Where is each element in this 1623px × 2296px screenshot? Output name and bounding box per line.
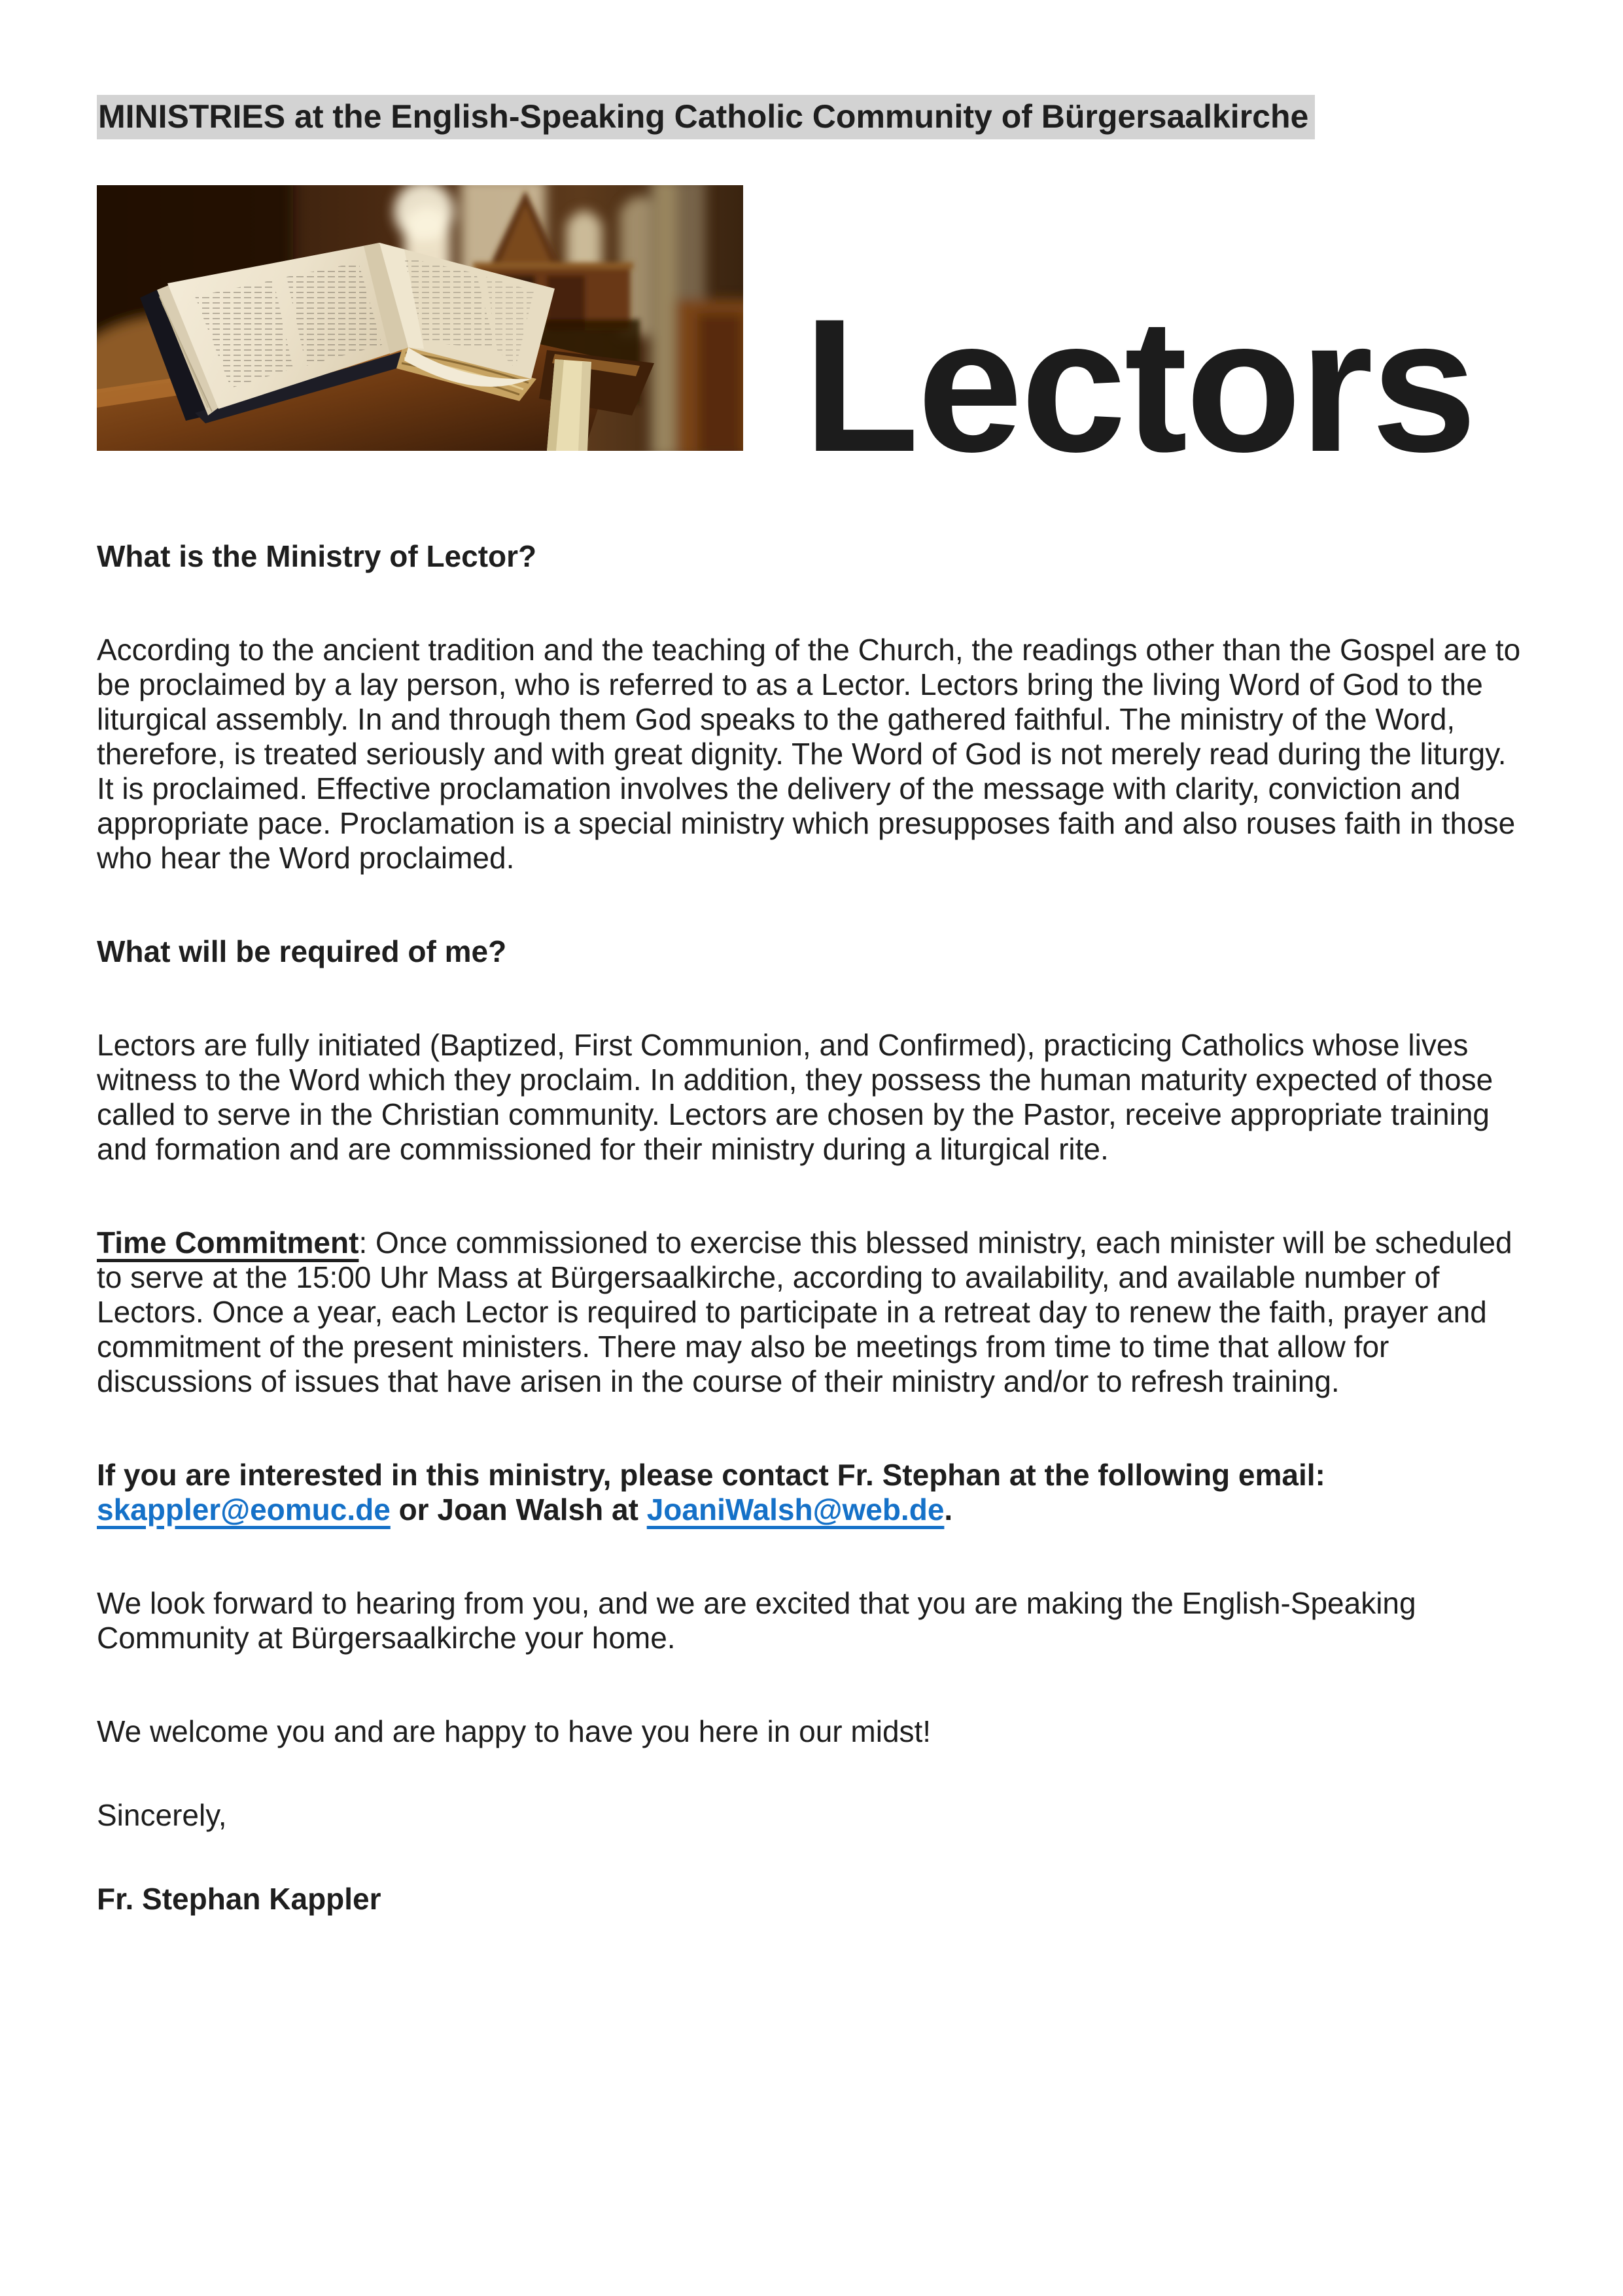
closing-paragraph-2: We welcome you and are happy to have you here in our midst!: [97, 1714, 932, 1748]
page-title: MINISTRIES at the English-Speaking Catholic Community of Bürgersaalkirche: [97, 95, 1315, 139]
hero-title: Lectors: [803, 279, 1475, 491]
closing-paragraph-1: We look forward to hearing from you, and we are excited that you are making the English-Speaking Community at Bürgersaalkirche your home.: [97, 1586, 1416, 1655]
contact-paragraph: [97, 1458, 1526, 1527]
ribbon-bookmark: [547, 359, 591, 451]
contact-intro: If you are interested in this ministry, please contact Fr. Stephan at the following email:: [97, 1458, 1325, 1492]
section-body-ministry: According to the ancient tradition and the teaching of the Church, the readings other than the Gospel are to be proclaimed by a lay person, who is referred to as a Lector. Lectors bring the living Word of God to the liturgical assembly. In and through them God speaks to the gathered faithful. The ministry of the Word, therefore, is treated seriously and with great dignity. The Word of God is not merely read during the liturgy. It is proclaimed. Effective proclamation involves the delivery of the message with clarity, conviction and appropriate pace. Proclamation is a special ministry which presupposes faith and also rouses faith in those who hear the Word proclaimed.: [97, 633, 1521, 875]
time-commitment-label: Time Commitment: [97, 1226, 359, 1260]
email-link-joaniwalsh[interactable]: JoaniWalsh@web.de: [646, 1492, 945, 1527]
open-bible-on-lectern-photo: [97, 185, 743, 451]
signoff: Sincerely,: [97, 1798, 227, 1832]
contact-middle: or Joan Walsh at: [390, 1492, 647, 1527]
content-column: [97, 97, 1526, 1975]
email-link-skappler[interactable]: skappler@eomuc.de: [97, 1492, 391, 1527]
section-body-required: Lectors are fully initiated (Baptized, First Communion, and Confirmed), practicing Catholics whose lives witness to the Word which they proclaim. In addition, they possess the human maturity expected of those called to serve in the Christian community. Lectors are chosen by the Pastor, receive appropriate training and formation and are commissioned for their ministry during a liturgical rite.: [97, 1028, 1493, 1166]
time-commitment-paragraph: [97, 1226, 1526, 1399]
time-commitment-body: : Once commissioned to exercise this blessed ministry, each minister will be scheduled to serve at the 15:00 Uhr Mass at Bürgersaalkirche, according to availability, and available number of Lectors. Once a year, each Lector is required to participate in a retreat day to renew the faith, prayer and commitment of the present ministers. There may also be meetings from time to time that allow for discussions of issues that have arisen in the course of their ministry and/or to refresh training.: [97, 1226, 1512, 1398]
document-header: [97, 97, 1526, 136]
signature: Fr. Stephan Kappler: [97, 1882, 381, 1916]
hero-row: [97, 185, 1526, 491]
section-heading-required: What will be required of me?: [97, 934, 507, 968]
contact-suffix: .: [944, 1492, 953, 1527]
section-heading-ministry: What is the Ministry of Lector?: [97, 539, 537, 573]
